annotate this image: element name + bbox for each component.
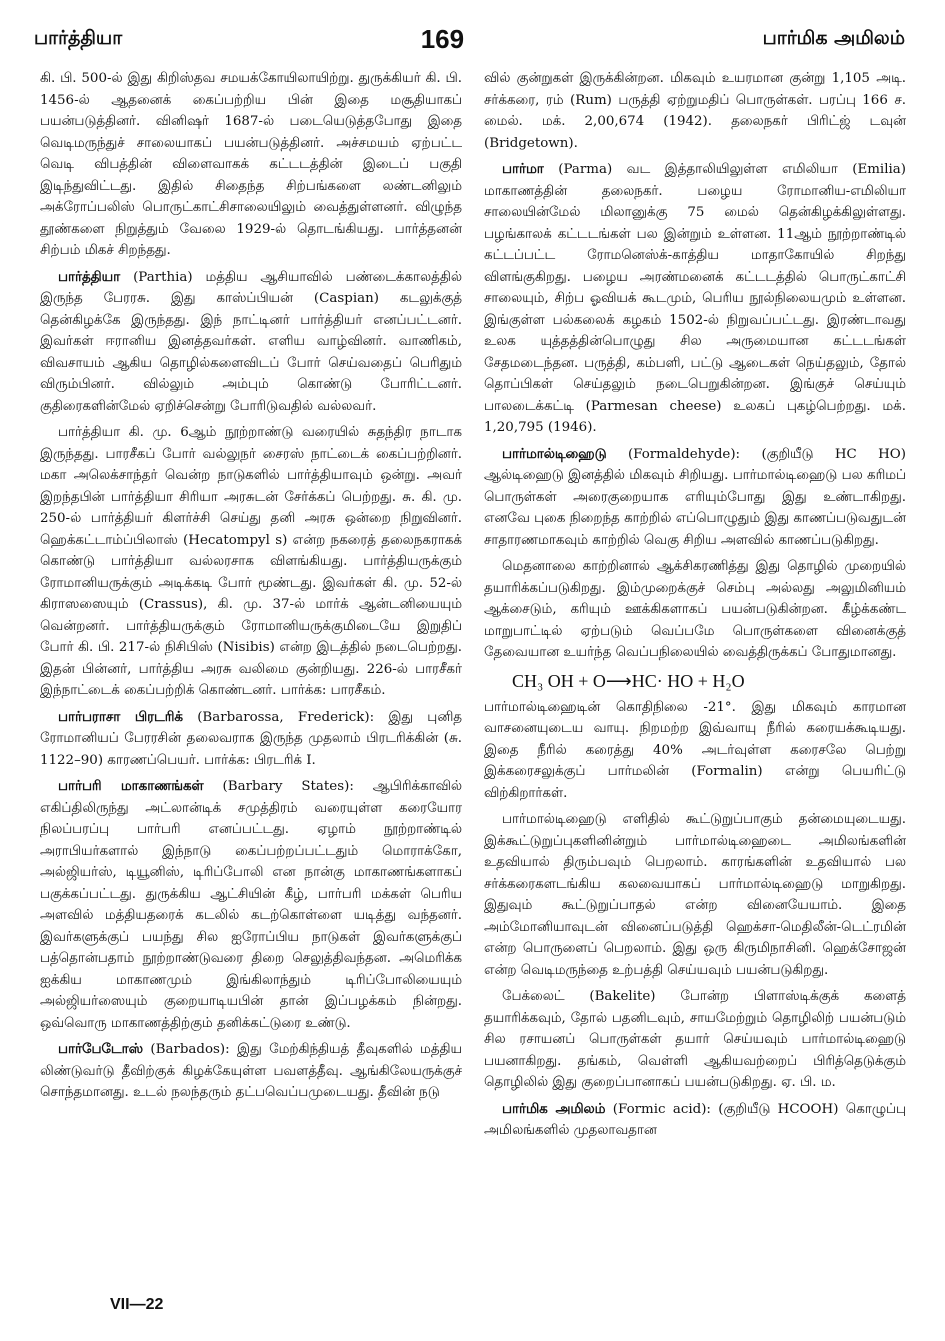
entry-paragraph: பார்மிக அமிலம் (Formic acid): (குறியீடு HCOOH) கொழுப்பு அமிலங்களில் முதலாவதான bbox=[484, 1101, 906, 1138]
entry-paragraph: வில் குன்றுகள் இருக்கின்றன. மிகவும் உயரமான குன்று 1,105 அடி. சர்க்கரை, ரம் (Rum) பருத்தி ஏற்றுமதிப் பொருள்கள். பரப்பு 166 ச. மைல். மக். 2,00,674 (1942). தலைநகர் பிரிட்ஜ் டவுன் (Bridgetown). bbox=[484, 71, 906, 151]
entry-headword: பார்த்தியா bbox=[58, 269, 121, 285]
entry-paragraph: பார்த்தியா (Parthia) மத்திய ஆசியாவில் பண்டைக்காலத்தில் இருந்த பேரரசு. இது காஸ்ப்பியன் (Caspian) கடலுக்குத் தென்கிழக்கே இருந்தது. இந் நாட்டினர் பார்த்தியர் எனப்பட்டனர். இவர்கள் ஈரானிய இனத்தவர்கள். எளிய வாழ்வினர். வாணிகம், விவசாயம் ஆகிய தொழில்களைவிடப் போர் செய்வதைப் பெரிதும் விரும்பினர். வில்லும் அம்பும் கொண்டு போரிட்டனர். குதிரைகளின்மேல் ஏறிச்சென்று போரிடுவதில் வல்லவர். bbox=[40, 269, 462, 414]
page-header bbox=[34, 22, 905, 56]
left-column bbox=[40, 68, 462, 1290]
entry-headword: பார்பரி மாகாணங்கள் bbox=[58, 779, 204, 794]
entry-paragraph: பார்பேடோஸ் (Barbados): இது மேற்கிந்தியத் தீவுகளில் மத்திய லிண்டுவர்டு தீவிற்குக் கிழக்கேயுள்ள பவளத்தீவு. ஆங்கிலேயருக்குச் சொந்தமானது. உடல் நலந்தரும் தட்பவெப்பமுடையது. தீவின் நடு bbox=[40, 1042, 462, 1100]
entry-paragraph: பார்மா (Parma) வட இத்தாலியிலுள்ள எமிலியா (Emilia) மாகாணத்தின் தலைநகர். பழைய ரோமானிய-எமிலியா சாலையின்மேல் மிலானுக்கு 75 மைல் தென்கிழக்கிலுள்ளது. பழங்காலக் கட்டடங்கள் பல இன்றும் உள்ளன. 11ஆம் நூற்றாண்டில் கட்டப்பட்ட ரோமனெஸ்க்-காத்திய மாதாகோயில் சிறந்து விளங்குகிறது. பழைய அரண்மனைக் கட்டடத்தில் பொருட்காட்சி சாலையும், சிற்ப ஓவியக் கூடமும், பெரிய நூல்நிலையமும் உள்ளன. இங்குள்ள பல்கலைக் கழகம் 1502-ல் நிறுவப்பட்டது. இரண்டாவது உலக யுத்தத்தின்பொழுது சில அருமையான கட்டடங்கள் சேதமடைந்தன. பருத்தி, கம்பளி, பட்டு ஆடைகள் நெய்தலும், தோல் தொப்பிகள் செய்தலும் நடைபெறுகின்றன. இங்குச் செய்யும் பாலடைக்கட்டி (Parmesan cheese) உலகப் புகழ்பெற்றது. மக். 1,20,795 (1946). bbox=[484, 162, 906, 435]
entry-headword: பார்பராசா பிரடரிக் bbox=[58, 709, 183, 725]
running-head-right: பார்மிக அமிலம் bbox=[762, 26, 905, 49]
signature-mark: VII—22 bbox=[110, 1296, 164, 1313]
entry-headword: பார்மால்டிஹைடு bbox=[502, 446, 607, 462]
entry-headword: பார்மா bbox=[502, 162, 544, 177]
entry-paragraph: பேக்லைட் (Bakelite) போன்ற பிளாஸ்டிக்குக் களைத் தயாரிக்கவும், தோல் பதனிடவும், சாயமேற்றும் தொழிலிற் பயன்படும் சில ரசாயனப் பொருள்கள் தயார் செய்யவும் பார்மால்டிஹைடு பயனாகிறது. தங்கம், வெள்ளி ஆகியவற்றைப் பிரித்தெடுக்கும் தொழிலில் இது குறைப்பானாகப் பயன்படுகிறது. ஏ. பி. ம. bbox=[484, 989, 906, 1090]
article-columns bbox=[40, 68, 906, 1290]
entry-headword: பார்பேடோஸ் bbox=[58, 1042, 143, 1057]
entry-paragraph: கி. பி. 500-ல் இது கிறிஸ்தவ சமயக்கோயிலாயிற்று. துருக்கியர் கி. பி. 1456-ல் ஆதனைக் கைப்பற்றிய பின் இதை மசூதியாகப் பயன்படுத்தினர். வினிஷர் 1687-ல் படையெடுத்தபோது இதை வெடிமருந்துச் சாலையாகப் பயன்படுத்தினர். அச்சமயம் ஏற்பட்ட வெடி விபத்தின் விளைவாகக் கட்டடத்தின் இடைப் பகுதி இடிந்துவிட்டது. இதில் சிதைந்த சிற்பங்களை லண்டனிலும் அக்ரோப்பலிஸ் பொருட்காட்சிசாலையிலும் வைத்துள்ளனர். விழுந்த தூண்களை நிறுத்தும் வேலை 1929-ல் தொடங்கியது. பார்த்தனன் சிற்பம் மிகச் சிறந்தது. bbox=[40, 71, 462, 258]
page-number: 169 bbox=[420, 23, 465, 54]
entry-paragraph: பார்மால்டிஹைடின் கொதிநிலை -21°. இது மிகவும் காரமான வாசனையுடைய வாயு. நிறமற்ற இவ்வாயு நீரில் கரையக்கூடியது. இதை நீரில் கரைத்து 40% அடர்வுள்ள கரைசலே பெற்று இக்கரைசலுக்குப் பார்மலின் (Formalin) என்று பெயரிட்டு விற்கிறார்கள். bbox=[484, 699, 906, 801]
running-head-left: பார்த்தியா bbox=[34, 26, 123, 49]
entry-paragraph: பார்பரி மாகாணங்கள் (Barbary States): ஆபிரிக்காவில் எகிப்திலிருந்து அட்லான்டிக் சமுத்திரம் வரையுள்ள கரையோர நிலப்பரப்பு பார்பரி எனப்பட்டது. ஏழாம் நூற்றாண்டில் அராபியர்களால் இந்நாடு கைப்பற்றப்பட்டதும் மொராக்கோ, அல்ஜியர்ஸ், டியூனிஸ், டிரிப்போலி என நான்கு மாகாணங்களாகப் பகுக்கப்பட்டது. துருக்கிய ஆட்சியின் கீழ், பார்பரி மக்கள் பெரிய அளவில் மத்தியதரைக் கடலில் கடற்கொள்ளை யடித்து வந்தனர். இவர்களுக்குப் பயந்து சில ஐரோப்பிய நாடுகள் இவர்களுக்குப் பத்தொன்பதாம் நூற்றாண்டுவரை திறை செலுத்திவந்தன. அமெரிக்க ஐக்கிய மாகாணமும் இங்கிலாந்தும் டிரிப்போலியையும் அல்ஜியர்ஸையும் குறையாடியபின் தான் இப்பழக்கம் நின்றது. ஒவ்வொரு மாகாணத்திற்கும் தனிக்கட்டுரை உண்டு. bbox=[40, 779, 462, 1031]
right-column bbox=[484, 68, 906, 1290]
entry-paragraph: பார்மால்டிஹைடு எளிதில் கூட்டுறுப்பாகும் தன்மையுடையது. இக்கூட்டுறுப்புகளினின்றும் பார்மால்டிஹைடை அமிலங்களின் உதவியால் திரும்பவும் பெறலாம். காரங்களின் உதவியால் பல சர்க்கரைகளடங்கிய கலவையாகப் பார்மால்டிஹைடு மாறுகிறது. இதுவும் கூட்டுறுப்பாதல் என்ற வினையேயாம். இதை அம்மோனியாவுடன் வினைப்படுத்தி ஹெக்சா-மெதிலீன்-டெட்ரமின் என்ற பொருளைப் பெறலாம். இது ஒரு கிருமிநாசினி. ஹெக்சோஜன் என்ற வெடிமருந்தை உற்பத்தி செய்யவும் பயன்படுகிறது. bbox=[484, 812, 906, 978]
entry-paragraph: பார்மால்டிஹைடு (Formaldehyde): (குறியீடு HC HO) ஆல்டிஹைடு இனத்தில் மிகவும் சிறியது. பார்மால்டிஹைடு பல கரிமப் பொருள்கள் அரைகுறையாக எரியும்போது இது உண்டாகிறது. எனவே புகை நிறைந்த காற்றில் எப்பொழுதும் இது காணப்படுவதுடன் சாதாரணமாகவும் காற்றில் வெகு சிறிய அளவில் காணப்படுகிறது. bbox=[484, 446, 906, 548]
entry-paragraph: பார்பராசா பிரடரிக் (Barbarossa, Frederick): இது புனித ரோமானியப் பேரரசின் தலைவராக இருந்த முதலாம் பிரடரிக்கின் (சு. 1122–90) காரணப்பெயர். பார்க்க: பிரடரிக் I. bbox=[40, 709, 462, 768]
chemical-equation: CH₃ OH + O⟶HC· HO + H₂O bbox=[512, 670, 745, 691]
entry-paragraph: பார்த்தியா கி. மு. 6ஆம் நூற்றாண்டு வரையில் சுதந்திர நாடாக இருந்தது. பாரசீகப் போர் வல்லுநர் சைரஸ் நாட்டைக் கைப்பற்றினர். மகா அலெக்சாந்தர் வென்ற நாடுகளில் பார்த்தியாவும் ஒன்று. அவர் இறந்தபின் பார்த்தியா சிரியா அரசுடன் சேர்க்கப் பெற்றது. சு. கி. மு. 250-ல் பார்த்தியர் கிளர்ச்சி செய்து தனி அரசு ஒன்றை நிறுவினர். ஹெக்கட்டாம்ப்பிலாஸ் (Hecatompyl s) என்ற நகரைத் தலைநகராகக் கொண்டு பார்த்தியா வல்லரசாக விளங்கியது. பார்த்தியருக்கும் ரோமானியருக்கும் அடிக்கடி போர் மூண்டது. இவர்கள் கி. மு. 52-ல் கிராஸஸையும் (Crassus), கி. மு. 37-ல் மார்க் ஆன்டனியையும் வென்றனர். பார்த்தியருக்கும் ரோமானியருக்குமிடையே இறுதிப் போர் கி. பி. 217-ல் நிசிபிஸ் (Nisibis) என்ற இடத்தில் நடைபெற்றது. இதன் பின்னர், பார்த்திய அரசு வலிமை குன்றியது. 226-ல் பாரசீகர் இந்நாட்டைக் கைப்பற்றிக் கொண்டனர். பார்க்க: பாரசீகம். bbox=[40, 425, 462, 698]
entry-paragraph: மெதனாலை காற்றினால் ஆக்சிகரணித்து இது தொழில் முறையில் தயாரிக்கப்படுகிறது. இம்முறைக்குச் செம்பு அல்லது அலுமினியம் ஆக்சைடும், கரியும் ஊக்கிகளாகப் பயன்படுகின்றன. கீழ்க்கண்ட மாறுபாட்டில் ஏற்படும் வெப்பமே பொருள்களை வினைக்குத் தேவையான உயர்ந்த வெப்பநிலையில் வைத்திருக்கப் போதுமானது. bbox=[484, 559, 906, 660]
entry-headword: பார்மிக அமிலம் bbox=[502, 1101, 606, 1117]
